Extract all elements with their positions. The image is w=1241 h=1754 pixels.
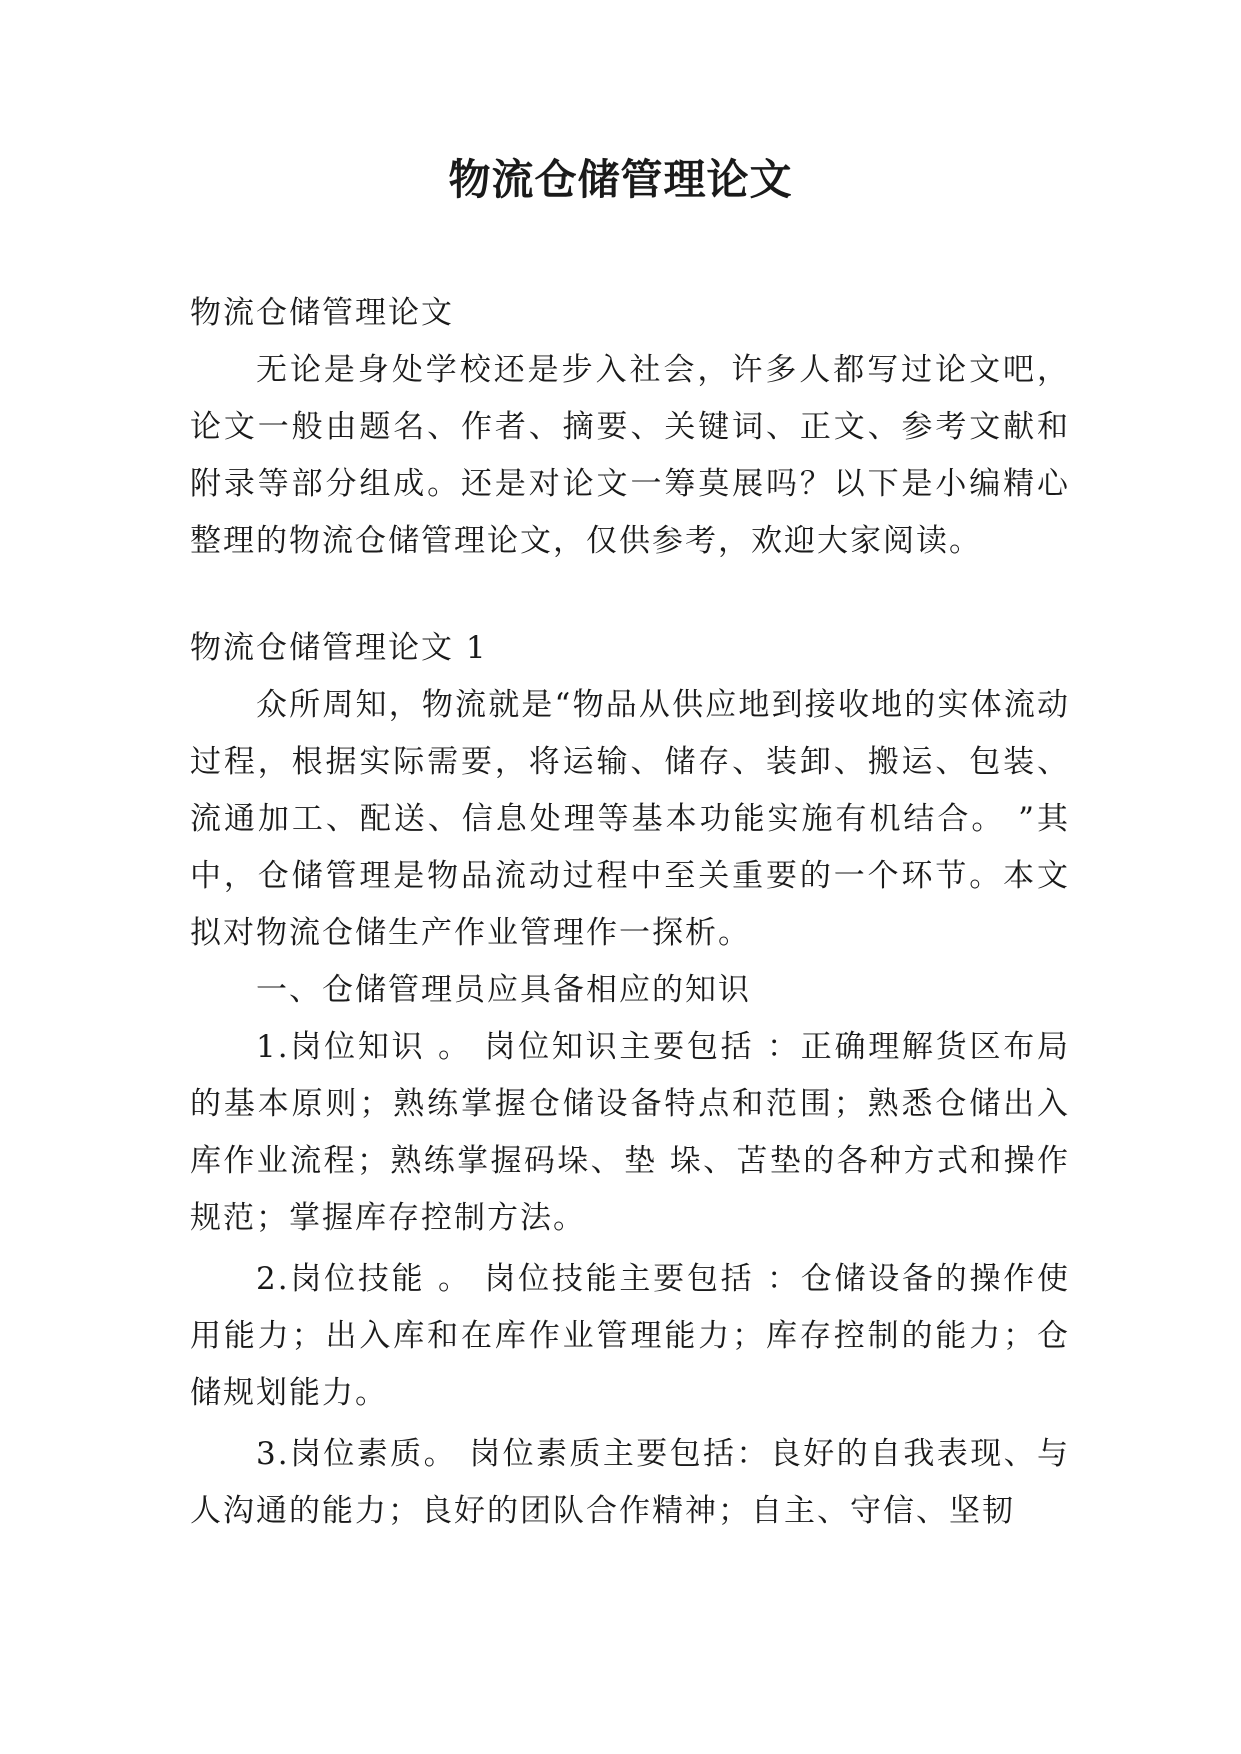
list-paragraph-1: 1.岗位知识 。 岗位知识主要包括 ：正确理解货区布局的基本原则；熟练掌握仓储设备特点和范围；熟悉仓储出入库作业流程；熟练掌握码垛、垫 垛、苫垫的各种方式和操作规范；掌握库存控制方法。 (190, 1029, 1070, 1236)
document-title: 物流仓储管理论文 (448, 155, 793, 204)
list-paragraph-2: 2.岗位技能 。 岗位技能主要包括 ：仓储设备的操作使用能力；出入库和在库作业管理能力；库存控制的能力；仓储规划能力。 (190, 1261, 1070, 1411)
subsection-heading: 一、仓储管理员应具备相应的知识 (256, 972, 751, 1008)
body-paragraph: 众所周知，物流就是“物品从供应地到接收地的实体流动过程，根据实际需要，将运输、储存、装卸、搬运、包装、流通加工、配送、信息处理等基本功能实施有机结合。 ”其中，仓储管理是物品流动过程中至关重要的一个环节。本文拟对物流仓储生产作业管理作一探析。 (190, 687, 1070, 951)
section-spacer (190, 570, 1070, 620)
document-body (190, 285, 1070, 1540)
intro-paragraph: 无论是身处学校还是步入社会，许多人都写过论文吧，论文一般由题名、作者、摘要、关键词、正文、参考文献和附录等部分组成。还是对论文一筹莫展吗？以下是小编精心整理的物流仓储管理论文，仅供参考，欢迎大家阅读。 (190, 352, 1070, 559)
subtitle-paragraph: 物流仓储管理论文 (190, 295, 454, 331)
list-paragraph-3: 3.岗位素质。 岗位素质主要包括：良好的自我表现、与人沟通的能力；良好的团队合作精神；自主、守信、坚韧 (190, 1436, 1070, 1529)
section-heading: 物流仓储管理论文 1 (190, 630, 488, 666)
